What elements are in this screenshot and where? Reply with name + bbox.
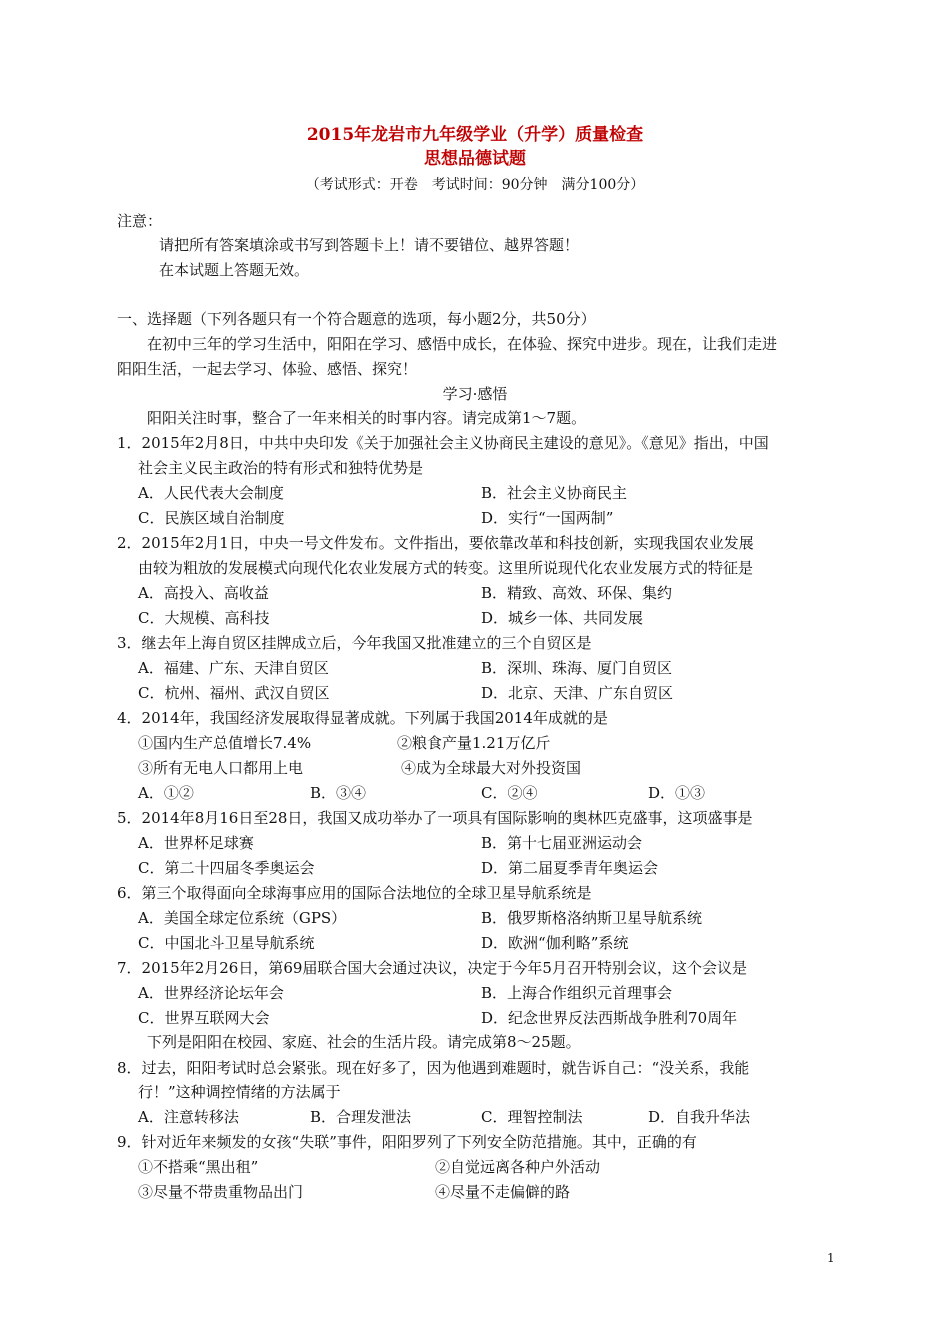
mid-intro: 下列是阳阳在校园、家庭、社会的生活片段。请完成第8～25题。 <box>147 1033 581 1051</box>
sub-heading: 学习·感悟 <box>442 385 508 403</box>
section-intro-2: 阳阳生活，一起去学习、体验、感悟、探究！ <box>117 360 418 378</box>
question-1-stem: 1．2015年2月8日，中共中央印发《关于加强社会主义协商民主建设的意见》。《意见》指出，中国 <box>117 434 769 452</box>
question-8-option-a: A．注意转移法 <box>138 1108 239 1126</box>
question-4-item-4: ④成为全球最大对外投资国 <box>401 759 582 777</box>
question-1-option-a: A．人民代表大会制度 <box>138 484 284 502</box>
question-5-option-c: C．第二十四届冬季奥运会 <box>138 859 315 877</box>
question-7-option-d: D．纪念世界反法西斯战争胜利70周年 <box>481 1009 738 1027</box>
question-8-stem-cont: 行！”这种调控情绪的方法属于 <box>138 1083 341 1101</box>
question-5-option-b: B．第十七届亚洲运动会 <box>481 834 643 852</box>
question-7-option-b: B．上海合作组织元首理事会 <box>481 984 673 1002</box>
question-2-option-a: A．高投入、高收益 <box>138 584 269 602</box>
question-9-item-3: ③尽量不带贵重物品出门 <box>138 1183 304 1201</box>
question-4-option-b: B．③④ <box>310 784 367 802</box>
question-5-option-a: A．世界杯足球赛 <box>138 834 254 852</box>
question-6-option-c: C．中国北斗卫星导航系统 <box>138 934 315 952</box>
question-7-option-c: C．世界互联网大会 <box>138 1009 270 1027</box>
question-1-option-c: C．民族区域自治制度 <box>138 509 285 527</box>
question-8-option-b: B．合理发泄法 <box>310 1108 412 1126</box>
question-4-stem: 4．2014年，我国经济发展取得显著成就。下列属于我国2014年成就的是 <box>117 709 608 727</box>
question-6-option-d: D．欧洲“伽利略”系统 <box>481 934 629 952</box>
question-9-item-4: ④尽量不走偏僻的路 <box>435 1183 571 1201</box>
question-4-option-c: C．②④ <box>481 784 538 802</box>
question-8-option-d: D．自我升华法 <box>648 1108 751 1126</box>
page-number: 1 <box>827 1251 835 1265</box>
question-6-option-b: B．俄罗斯格洛纳斯卫星导航系统 <box>481 909 703 927</box>
sub-intro: 阳阳关注时事，整合了一年来相关的时事内容。请完成第1～7题。 <box>147 409 587 427</box>
question-4-item-3: ③所有无电人口都用上电 <box>138 759 304 777</box>
question-9-item-2: ②自觉远离各种户外活动 <box>435 1158 601 1176</box>
question-4-item-1: ①国内生产总值增长7.4% <box>138 734 312 752</box>
notice-line-1: 请把所有答案填涂或书写到答题卡上！请不要错位、越界答题！ <box>159 236 580 254</box>
question-3-stem: 3．继去年上海自贸区挂牌成立后，今年我国又批准建立的三个自贸区是 <box>117 634 592 652</box>
question-7-option-a: A．世界经济论坛年会 <box>138 984 284 1002</box>
question-6-option-a: A．美国全球定位系统（GPS） <box>138 909 347 927</box>
notice-label: 注意： <box>117 212 163 230</box>
question-2-stem: 2．2015年2月1日，中央一号文件发布。文件指出，要依靠改革和科技创新，实现我国农业发展 <box>117 534 754 552</box>
question-6-stem: 6．第三个取得面向全球海事应用的国际合法地位的全球卫星导航系统是 <box>117 884 592 902</box>
question-1-option-d: D．实行“一国两制” <box>481 509 614 527</box>
question-4-option-d: D．①③ <box>648 784 706 802</box>
question-7-stem: 7．2015年2月26日，第69届联合国大会通过决议，决定于今年5月召开特别会议，这个会议是 <box>117 959 747 977</box>
question-1-stem-cont: 社会主义民主政治的特有形式和独特优势是 <box>138 459 424 477</box>
question-2-option-b: B．精致、高效、环保、集约 <box>481 584 673 602</box>
question-8-stem: 8．过去，阳阳考试时总会紧张。现在好多了，因为他遇到难题时，就告诉自己：“没关系，我能 <box>117 1059 750 1077</box>
question-5-option-d: D．第二届夏季青年奥运会 <box>481 859 659 877</box>
question-9-stem: 9．针对近年来频发的女孩“失联”事件，阳阳罗列了下列安全防范措施。其中，正确的有 <box>117 1133 697 1151</box>
question-3-option-d: D．北京、天津、广东自贸区 <box>481 684 674 702</box>
question-2-option-c: C．大规模、高科技 <box>138 609 270 627</box>
section-intro-1: 在初中三年的学习生活中，阳阳在学习、感悟中成长，在体验、探究中进步。现在，让我们走进 <box>147 335 778 353</box>
question-3-option-b: B．深圳、珠海、厦门自贸区 <box>481 659 673 677</box>
question-9-item-1: ①不搭乘“黑出租” <box>138 1158 259 1176</box>
question-4-item-2: ②粮食产量1.21万亿斤 <box>397 734 551 752</box>
question-5-stem: 5．2014年8月16日至28日，我国又成功举办了一项具有国际影响的奥林匹克盛事，这项盛事是 <box>117 809 753 827</box>
question-2-option-d: D．城乡一体、共同发展 <box>481 609 644 627</box>
notice-line-2: 在本试题上答题无效。 <box>159 261 310 279</box>
question-4-option-a: A．①② <box>138 784 194 802</box>
question-3-option-c: C．杭州、福州、武汉自贸区 <box>138 684 330 702</box>
question-1-option-b: B．社会主义协商民主 <box>481 484 628 502</box>
section-heading: 一、选择题（下列各题只有一个符合题意的选项，每小题2分，共50分） <box>117 310 596 328</box>
question-2-stem-cont: 由较为粗放的发展模式向现代化农业发展方式的转变。这里所说现代化农业发展方式的特征是 <box>138 559 754 577</box>
exam-info: （考试形式：开卷 考试时间：90分钟 满分100分） <box>305 177 645 193</box>
exam-title: 2015年龙岩市九年级学业（升学）质量检查 <box>306 125 644 145</box>
exam-subject-title: 思想品德试题 <box>424 149 526 169</box>
question-8-option-c: C．理智控制法 <box>481 1108 583 1126</box>
question-3-option-a: A．福建、广东、天津自贸区 <box>138 659 329 677</box>
